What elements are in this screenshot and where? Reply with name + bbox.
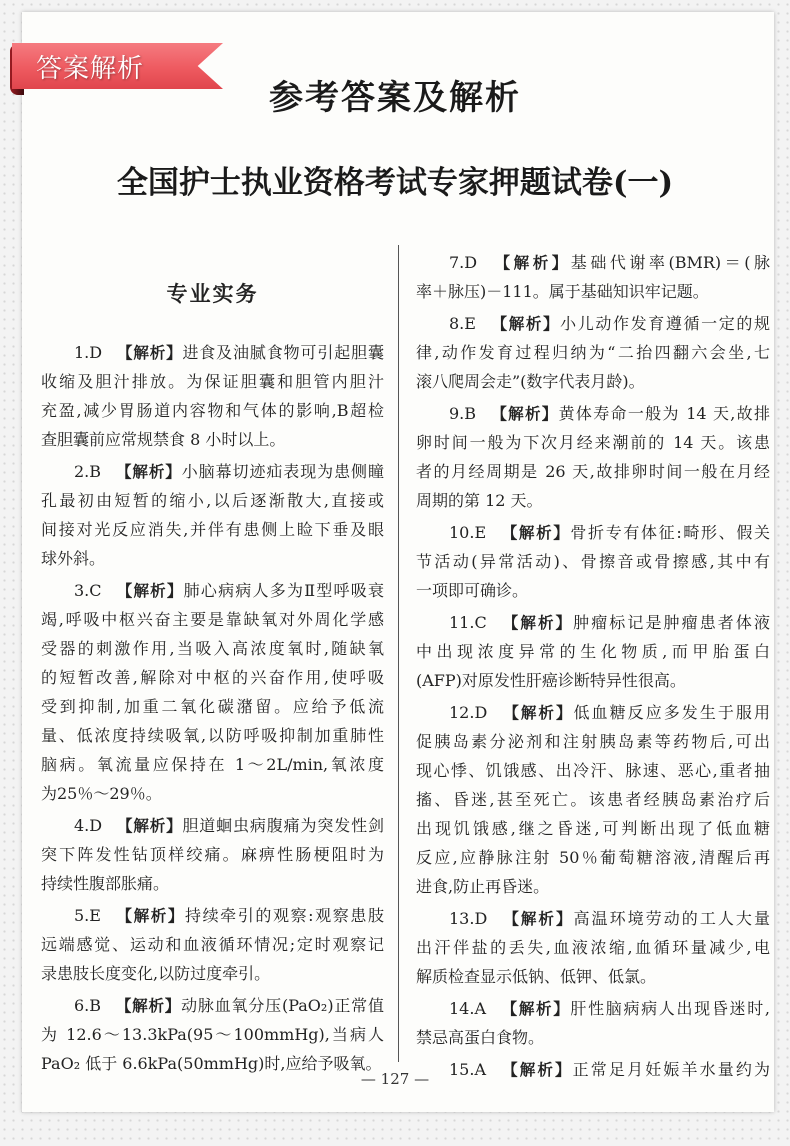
analysis-label: 【解析】: [491, 254, 571, 272]
answer-number: 12.D: [449, 703, 488, 722]
answer-number: 11.C: [449, 613, 487, 632]
text-line: [416, 666, 770, 695]
line-text: 出汗伴盐的丢失,血液浓缩,血循环量减少,电: [416, 938, 770, 957]
line-text: 收缩及胆汁排放。为保证胆囊和胆管内胆汁: [41, 372, 384, 391]
line-text: 解质检查显示低钠、低钾、低氯。: [416, 967, 657, 986]
ribbon-label: 答案解析: [36, 54, 145, 84]
text-line: [416, 814, 770, 843]
line-text: PaO₂ 低于 6.6kPa(50mmHg)时,应给予吸氧。: [41, 1054, 382, 1073]
column-divider: [398, 245, 399, 1062]
text-line: [416, 933, 770, 962]
line-text: 骨折专有体征:畸形、假关: [570, 523, 770, 542]
analysis-label: 【解析】: [115, 463, 182, 481]
line-text: 录患肢长度变化,以防过度牵引。: [41, 964, 271, 983]
line-text: 基础代谢率(BMR)＝(脉: [570, 253, 770, 272]
text-line: [41, 576, 384, 605]
line-text: 小脑幕切迹疝表现为患侧瞳: [181, 462, 384, 481]
analysis-label: 【解析】: [489, 315, 561, 333]
answer-number: 15.A: [449, 1060, 486, 1079]
text-line: [41, 634, 384, 663]
answer-number: 2.B: [74, 462, 102, 481]
text-line: [416, 994, 770, 1023]
line-text: 者的月经周期是 26 天,故排卵时间一般在月经: [416, 462, 770, 481]
line-text: 低血糖反应多发生于服用: [573, 703, 770, 722]
line-text: 受器的刺激作用,当吸入高浓度氧时,随缺氧: [41, 639, 384, 658]
line-text: 高温环境劳动的工人大量: [573, 909, 770, 928]
analysis-label: 【解析】: [115, 582, 184, 600]
answer-item: [416, 518, 770, 605]
line-text: 出现饥饿感,继之昏迷,可判断出现了低血糖: [416, 819, 770, 838]
answer-number: 5.E: [74, 906, 101, 925]
line-text: 持续牵引的观察:观察患肢: [184, 906, 384, 925]
text-line: [41, 425, 384, 454]
line-text: 反应,应静脉注射 50％葡萄糖溶液,清醒后再: [416, 848, 770, 867]
answer-number: 1.D: [74, 343, 103, 362]
answer-number: 7.D: [449, 253, 478, 272]
text-line: [41, 869, 384, 898]
line-text: 充盈,减少胃肠道内容物和气体的影响,B超检: [41, 401, 384, 420]
answer-item: [41, 811, 384, 898]
answer-number: 4.D: [74, 816, 103, 835]
text-line: [41, 840, 384, 869]
text-line: [416, 338, 770, 367]
line-text: 远端感觉、运动和血液循环情况;定时观察记: [41, 935, 384, 954]
text-line: [41, 486, 384, 515]
analysis-label: 【解析】: [116, 344, 183, 362]
text-line: [416, 608, 770, 637]
line-text: 周期的第 12 天。: [416, 491, 543, 510]
text-line: [416, 904, 770, 933]
line-text: 量、低浓度持续吸氧,以防呼吸抑制加重肺性: [41, 726, 384, 745]
line-text: 受到抑制,加重二氧化碳潴留。应给予低流: [41, 697, 384, 716]
line-text: 的短暂改善,解除对中枢的兴奋作用,使呼吸: [41, 668, 384, 687]
text-line: [41, 750, 384, 779]
answer-item: [416, 994, 770, 1052]
text-line: [416, 698, 770, 727]
line-text: 脑病。氧流量应保持在 1～2L/min,氧浓度: [41, 755, 384, 774]
text-line: [41, 338, 384, 367]
line-text: 搐、昏迷,甚至死亡。该患者经胰岛素治疗后: [416, 790, 770, 809]
text-line: [416, 872, 770, 901]
answer-item: [416, 698, 770, 901]
line-text: 节活动(异常活动)、骨擦音或骨擦感,其中有: [416, 552, 770, 571]
text-line: [416, 428, 770, 457]
line-text: (AFP)对原发性肝癌诊断特异性很高。: [416, 671, 686, 690]
line-text: 持续性腹部胀痛。: [41, 874, 170, 893]
answer-number: 3.C: [74, 581, 102, 600]
text-line: [416, 1023, 770, 1052]
page-number: — 127 —: [360, 1070, 430, 1088]
line-text: 孔最初由短暂的缩小,以后逐渐散大,直接或: [41, 491, 384, 510]
line-text: 律,动作发育过程归纳为“二抬四翻六会坐,七: [416, 343, 770, 362]
text-line: [41, 991, 384, 1020]
text-line: [41, 930, 384, 959]
line-text: 禁忌高蛋白食物。: [416, 1028, 545, 1047]
line-text: 小儿动作发育遵循一定的规: [560, 314, 770, 333]
text-line: [416, 962, 770, 991]
answer-number: 6.B: [74, 996, 102, 1015]
line-text: 滚八爬周会走”(数字代表月龄)。: [416, 372, 645, 391]
line-text: 卵时间一般为下次月经来潮前的 14 天。该患: [416, 433, 770, 452]
answer-item: [41, 338, 384, 454]
text-line: [41, 692, 384, 721]
text-line: [416, 518, 770, 547]
text-line: [416, 277, 770, 306]
analysis-label: 【解析】: [501, 704, 574, 722]
text-line: [416, 576, 770, 605]
line-text: 肺心病病人多为Ⅱ型呼吸衰: [183, 581, 384, 600]
text-line: [416, 457, 770, 486]
text-line: [416, 785, 770, 814]
text-line: [41, 605, 384, 634]
answer-item: [416, 608, 770, 695]
text-line: [41, 811, 384, 840]
answer-item: [416, 248, 770, 306]
line-text: 动脉血氧分压(PaO₂)正常值: [181, 996, 384, 1015]
line-text: 球外斜。: [41, 549, 106, 568]
section-heading: 专业实务: [166, 282, 259, 306]
analysis-label: 【解析】: [115, 997, 182, 1015]
text-line: [41, 901, 384, 930]
line-text: 进食及油腻食物可引起胆囊: [182, 343, 384, 362]
line-text: 为 12.6～13.3kPa(95～100mmHg),当病人: [41, 1025, 384, 1044]
analysis-label: 【解析】: [114, 907, 185, 925]
line-text: 突下阵发性钻顶样绞痛。麻痹性肠梗阻时为: [41, 845, 384, 864]
line-text: 为25％～29％。: [41, 784, 162, 803]
analysis-label: 【解析】: [500, 1061, 573, 1079]
line-text: 中出现浓度异常的生化物质,而甲胎蛋白: [416, 642, 770, 661]
text-line: [41, 544, 384, 573]
answer-item: [416, 399, 770, 515]
text-line: [41, 721, 384, 750]
line-text: 率＋脉压)－111。属于基础知识牢记题。: [416, 282, 709, 301]
text-line: [416, 309, 770, 338]
text-line: [41, 367, 384, 396]
line-text: 肝性脑病病人出现昏迷时,: [570, 999, 770, 1018]
line-text: 进食,防止再昏迷。: [416, 877, 550, 896]
answer-item: [41, 576, 384, 808]
text-line: [416, 367, 770, 396]
analysis-label: 【解析】: [500, 1000, 571, 1018]
analysis-label: 【解析】: [500, 614, 574, 632]
line-text: 正常足月妊娠羊水量约为: [572, 1060, 770, 1079]
answer-item: [416, 309, 770, 396]
answer-number: 9.B: [449, 404, 477, 423]
answer-number: 10.E: [449, 523, 487, 542]
analysis-label: 【解析】: [490, 405, 559, 423]
text-line: [416, 756, 770, 785]
text-line: [41, 515, 384, 544]
text-line: [416, 486, 770, 515]
text-line: [41, 779, 384, 808]
answer-number: 13.D: [449, 909, 488, 928]
text-line: [416, 399, 770, 428]
text-line: [41, 1020, 384, 1049]
text-line: [416, 843, 770, 872]
line-text: 查胆囊前应常规禁食 8 小时以上。: [41, 430, 286, 449]
text-line: [41, 457, 384, 486]
text-line: [41, 663, 384, 692]
page-subtitle: 全国护士执业资格考试专家押题试卷(一): [116, 165, 674, 201]
line-text: 胆道蛔虫病腹痛为突发性剑: [182, 816, 384, 835]
left-column: [41, 338, 384, 1081]
text-line: [416, 248, 770, 277]
answer-item: [41, 457, 384, 573]
page-title: 参考答案及解析: [269, 78, 521, 118]
line-text: 促胰岛素分泌剂和注射胰岛素等药物后,可出: [416, 732, 770, 751]
answer-item: [41, 901, 384, 988]
answer-item: [41, 991, 384, 1078]
text-line: [41, 396, 384, 425]
line-text: 现心悸、饥饿感、出冷汗、脉速、恶心,重者抽: [416, 761, 770, 780]
answer-number: 8.E: [449, 314, 476, 333]
line-text: 间接对光反应消失,并伴有患侧上睑下垂及眼: [41, 520, 384, 539]
right-column: [416, 248, 770, 1087]
line-text: 肿瘤标记是肿瘤患者体液: [573, 613, 770, 632]
text-line: [416, 547, 770, 576]
line-text: 黄体寿命一般为 14 天,故排: [558, 404, 770, 423]
line-text: 一项即可确诊。: [416, 581, 529, 600]
analysis-label: 【解析】: [501, 910, 574, 928]
text-line: [41, 959, 384, 988]
answer-item: [416, 904, 770, 991]
answer-number: 14.A: [449, 999, 486, 1018]
line-text: 竭,呼吸中枢兴奋主要是靠缺氧对外周化学感: [41, 610, 384, 629]
analysis-label: 【解析】: [500, 524, 571, 542]
text-line: [416, 727, 770, 756]
text-line: [416, 637, 770, 666]
analysis-label: 【解析】: [116, 817, 183, 835]
